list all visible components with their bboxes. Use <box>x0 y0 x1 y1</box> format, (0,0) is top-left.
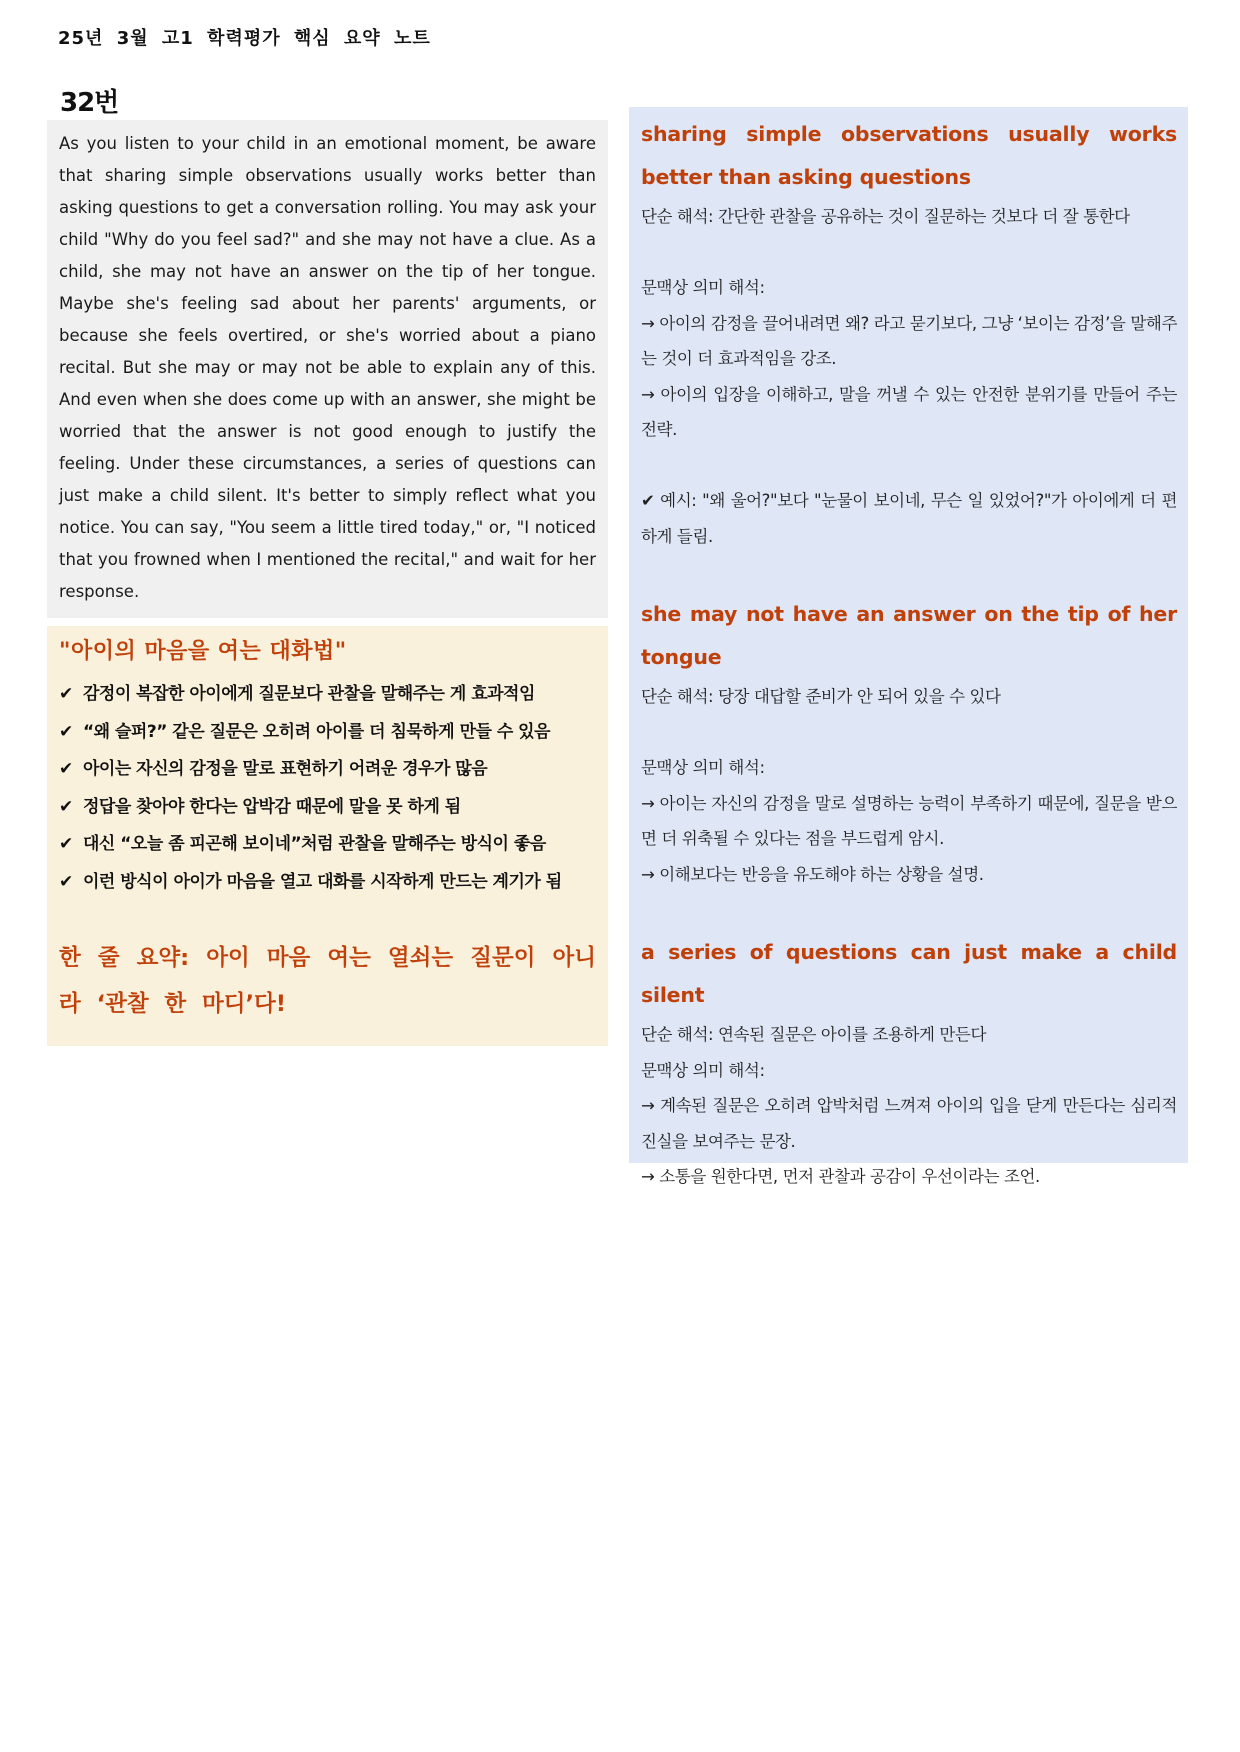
context-line-1b: → 아이의 입장을 이해하고, 말을 꺼낼 수 있는 안전한 분위기를 만들어 주는 전략. <box>641 384 1177 439</box>
notes-panel <box>629 107 1188 1186</box>
passage-text: As you listen to your child in an emotional moment, be aware that sharing simple observations usually works better than asking questions to get a conversation rolling. You may ask your child "Why do you feel sad?" and she may not have a clue. As a child, she may not have an answer on the tip of her tongue. Maybe she's feeling sad about her parents' arguments, or because she feels overtired, or she's worried about a piano recital. But she may or may not be able to explain any of this. And even when she does come up with an answer, she might be worried that the answer is not good enough to justify the feeling. Under these circumstances, a series of questions can just make a child silent. It's better to simply reflect what you notice. You can say, "You seem a little tired today," or, "I noticed that you frowned when I mentioned the recital," and wait for her response. <box>59 134 596 601</box>
example-1: ✔ 예시: "왜 울어?"보다 "눈물이 보이네, 무슨 일 있었어?"가 아이에게 더 편하게 들림. <box>641 491 1177 546</box>
literal-translation-3: 단순 해석: 연속된 질문은 아이를 조용하게 만든다 <box>641 1025 987 1044</box>
list-item <box>59 789 596 827</box>
list-item-text: “왜 슬퍼?” 같은 질문은 오히려 아이를 더 침묵하게 만들 수 있음 <box>83 721 551 742</box>
literal-translation-2: 단순 해석: 당장 대답할 준비가 안 되어 있을 수 있다 <box>641 687 1001 706</box>
literal-translation-1: 단순 해석: 간단한 관찰을 공유하는 것이 질문하는 것보다 더 잘 통한다 <box>641 207 1130 226</box>
context-line-3b: → 소통을 원한다면, 먼저 관찰과 공감이 우선이라는 조언. <box>641 1167 1040 1186</box>
context-label-1: 문맥상 의미 해석: <box>641 278 765 297</box>
check-icon: ✔ <box>59 721 73 742</box>
list-item <box>59 751 596 789</box>
context-line-3a: → 계속된 질문은 오히려 압박처럼 느껴져 아이의 입을 닫게 만든다는 심리적 진실을 보여주는 문장. <box>641 1096 1177 1151</box>
list-item-text: 아이는 자신의 감정을 말로 표현하기 어려운 경우가 많음 <box>83 759 488 779</box>
page-header-title: 25년 3월 고1 학력평가 핵심 요약 노트 <box>58 28 431 49</box>
context-line-2a: → 아이는 자신의 감정을 말로 설명하는 능력이 부족하기 때문에, 질문을 받으면 더 위축될 수 있다는 점을 부드럽게 암시. <box>641 793 1177 848</box>
list-item <box>59 714 596 752</box>
check-icon: ✔ <box>59 871 73 892</box>
note-title-3: a series of questions can just make a child silent <box>641 940 1177 1007</box>
check-icon: ✔ <box>59 796 73 817</box>
note-title-2: she may not have an answer on the tip of her tongue <box>641 602 1177 669</box>
one-line-summary: 한 줄 요약: 아이 마음 여는 열쇠는 질문이 아니라 ‘관찰 한 마디’다! <box>59 945 596 1017</box>
check-icon: ✔ <box>59 684 73 704</box>
list-item-text: 감정이 복잡한 아이에게 질문보다 관찰을 말해주는 게 효과적임 <box>83 684 535 704</box>
list-item-text: 대신 “오늘 좀 피곤해 보이네”처럼 관찰을 말해주는 방식이 좋음 <box>83 834 546 854</box>
passage-box <box>47 120 608 618</box>
note-title-1: sharing simple observations usually works better than asking questions <box>641 122 1177 189</box>
context-line-1a: → 아이의 감정을 끌어내려면 왜? 라고 묻기보다, 그냥 ‘보이는 감정’을 말해주는 것이 더 효과적임을 강조. <box>641 313 1177 368</box>
summary-check-list <box>59 676 596 901</box>
context-line-2b: → 이해보다는 반응을 유도해야 하는 상황을 설명. <box>641 864 984 884</box>
list-item-text: 이런 방식이 아이가 마음을 열고 대화를 시작하게 만드는 계기가 됨 <box>83 871 562 892</box>
list-item-text: 정답을 찾아야 한다는 압박감 때문에 말을 못 하게 됨 <box>83 796 461 817</box>
summary-box <box>47 626 608 1046</box>
context-label-3: 문맥상 의미 해석: <box>641 1060 765 1080</box>
summary-title: "아이의 마음을 여는 대화법" <box>59 639 347 664</box>
list-item <box>59 864 596 902</box>
question-number: 32번 <box>60 88 119 118</box>
list-item <box>59 676 596 714</box>
check-icon: ✔ <box>59 759 73 779</box>
list-item <box>59 826 596 864</box>
context-label-2: 문맥상 의미 해석: <box>641 758 765 777</box>
check-icon: ✔ <box>59 834 73 854</box>
